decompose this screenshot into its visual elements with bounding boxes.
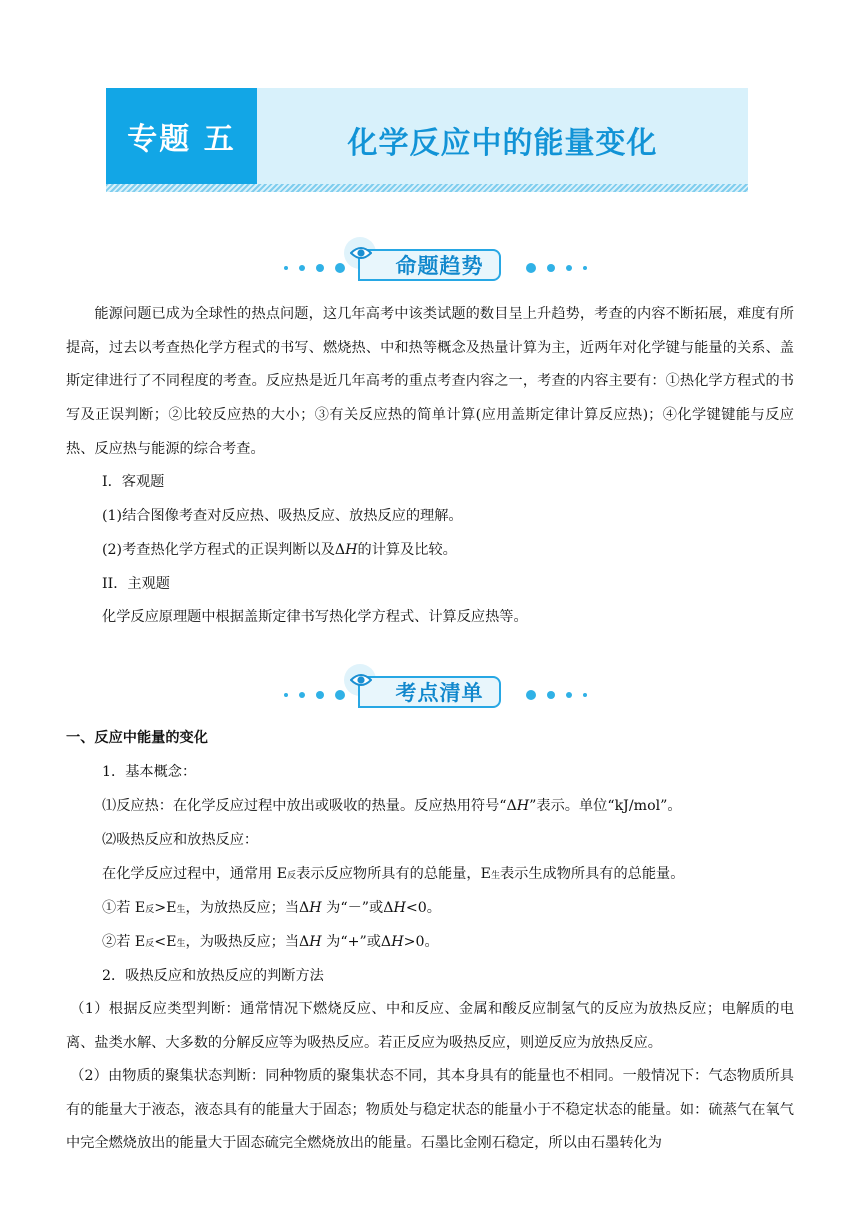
- subheading-basic-concepts: 1．基本概念：: [102, 764, 197, 780]
- section-title: 考点清单: [358, 676, 501, 708]
- left-dots: [284, 690, 345, 700]
- right-dots: [526, 263, 587, 273]
- energy-notation-line: 在化学反应过程中，通常用 E反表示反应物所具有的总能量，E生表示生成物所具有的总能量。: [102, 866, 685, 882]
- definition-endo-exo: ⑵吸热反应和放热反应：: [102, 832, 259, 848]
- section-header-checklist: [0, 664, 860, 712]
- objective-heading: I．客观题: [102, 474, 165, 490]
- subheading-judgement-methods: 2．吸热反应和放热反应的判断方法: [102, 968, 324, 984]
- eye-icon: [350, 246, 372, 260]
- topic-label: 专题 五: [106, 88, 257, 184]
- objective-item-1: (1)结合图像考查对反应热、吸热反应、放热反应的理解。: [102, 508, 463, 524]
- eye-icon: [350, 673, 372, 687]
- section-title: 命题趋势: [358, 249, 501, 281]
- left-dots: [284, 263, 345, 273]
- objective-item-2: (2)考查热化学方程式的正误判断以及ΔH的计算及比较。: [102, 542, 457, 558]
- definition-reaction-heat: ⑴反应热：在化学反应过程中放出或吸收的热量。反应热用符号“ΔH”表示。单位“kJ/mol”。: [102, 798, 682, 814]
- case-exothermic: ①若 E反>E生，为放热反应；当ΔH 为“－”或ΔH<0。: [102, 900, 441, 916]
- heading-energy-change: 一、反应中能量的变化: [66, 730, 208, 746]
- method-aggregation-state: （2）由物质的聚集状态判断：同种物质的聚集状态不同，其本身具有的能量也不相同。一般情况下：气态物质所具有的能量大于液态，液态具有的能量大于固态；物质处与稳定状态的能量小于不稳定状态的能量。如：硫蒸气在氧气中完全燃烧放出的能量大于固态硫完全燃烧放出的能量。石墨比金刚石稳定，所以由石墨转化为: [66, 1068, 794, 1152]
- subjective-item: 化学反应原理题中根据盖斯定律书写热化学方程式、计算反应热等。: [102, 609, 528, 625]
- trend-paragraph: 能源问题已成为全球性的热点问题，这几年高考中该类试题的数目呈上升趋势，考查的内容不断拓展，难度有所提高，过去以考查热化学方程式的书写、燃烧热、中和热等概念及热量计算为主，近两年对化学键与能量的关系、盖斯定律进行了不同程度的考查。反应热是近几年高考的重点考查内容之一，考查的内容主要有：①热化学方程式的书写及正误判断；②比较反应热的大小；③有关反应热的简单计算(应用盖斯定律计算反应热)；④化学键键能与反应热、反应热与能源的综合考查。: [66, 306, 794, 457]
- page-title: 化学反应中的能量变化: [347, 126, 658, 161]
- section-header-trend: [0, 237, 860, 285]
- method-reaction-type: （1）根据反应类型判断：通常情况下燃烧反应、中和反应、金属和酸反应制氢气的反应为放热反应；电解质的电离、盐类水解、大多数的分解反应等为吸热反应。若正反应为吸热反应，则逆反应为放热反应。: [66, 1001, 794, 1051]
- subjective-heading: II．主观题: [102, 576, 170, 592]
- right-dots: [526, 690, 587, 700]
- case-endothermic: ②若 E反<E生，为吸热反应；当ΔH 为“+”或ΔH>0。: [102, 934, 439, 950]
- banner-stripe: [106, 184, 748, 192]
